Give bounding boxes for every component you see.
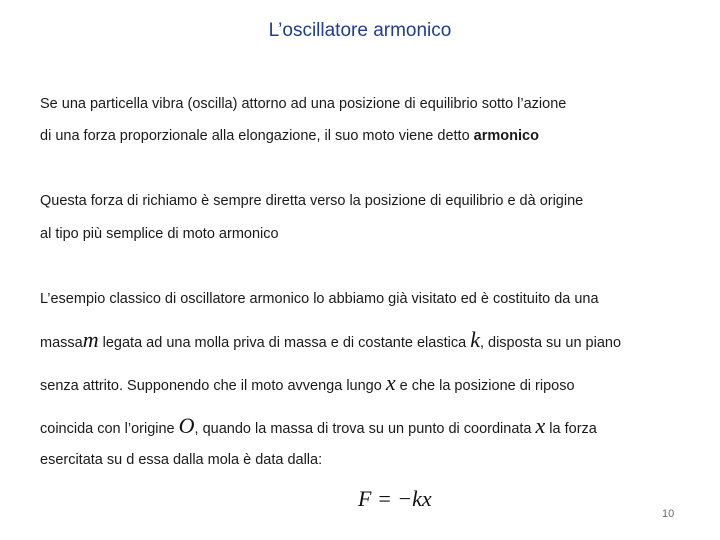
- text-segment: la forza: [545, 421, 597, 437]
- slide-title: L’oscillatore armonico: [268, 20, 452, 41]
- paragraph-2-line-2: al tipo più semplice di moto armonico: [40, 226, 279, 242]
- paragraph-3-line-3: [40, 372, 700, 397]
- symbol-x: x: [535, 413, 546, 438]
- page-number: 10: [662, 508, 675, 520]
- text-segment: legata ad una molla priva di massa e di costante elastica: [98, 335, 471, 351]
- symbol-O: O: [178, 413, 195, 438]
- paragraph-1-line-2: [40, 125, 700, 147]
- paragraph-3-line-2: [40, 329, 700, 354]
- text-segment: , disposta su un piano: [479, 335, 622, 351]
- paragraph-1-line-2-text: di una forza proporzionale alla elongazione, il suo moto viene detto: [40, 128, 474, 144]
- paragraph-3-line-5: esercitata su d essa dalla mola è data dalla:: [40, 452, 323, 468]
- symbol-x: x: [385, 370, 396, 395]
- symbol-m: m: [82, 327, 99, 352]
- text-segment: e che la posizione di riposo: [395, 378, 575, 394]
- paragraph-2-line-1: Questa forza di richiamo è sempre diretta verso la posizione di equilibrio e dà origine: [40, 193, 584, 209]
- paragraph-3-line-1: L’esempio classico di oscillatore armonico lo abbiamo già visitato ed è costituito da una: [40, 291, 599, 307]
- text-segment: coincida con l’origine: [40, 421, 179, 437]
- text-segment: , quando la massa di trova su un punto di coordinata: [194, 421, 536, 437]
- symbol-k: k: [470, 327, 480, 352]
- paragraph-3-line-4: [40, 415, 700, 440]
- term-armonico: armonico: [473, 128, 539, 144]
- paragraph-1-line-1: Se una particella vibra (oscilla) attorno ad una posizione di equilibrio sotto l’azione: [40, 96, 567, 112]
- text-segment: massa: [40, 335, 83, 351]
- text-segment: senza attrito. Supponendo che il moto avvenga lungo: [40, 378, 386, 394]
- hooke-law-formula: F = −kx: [358, 486, 432, 511]
